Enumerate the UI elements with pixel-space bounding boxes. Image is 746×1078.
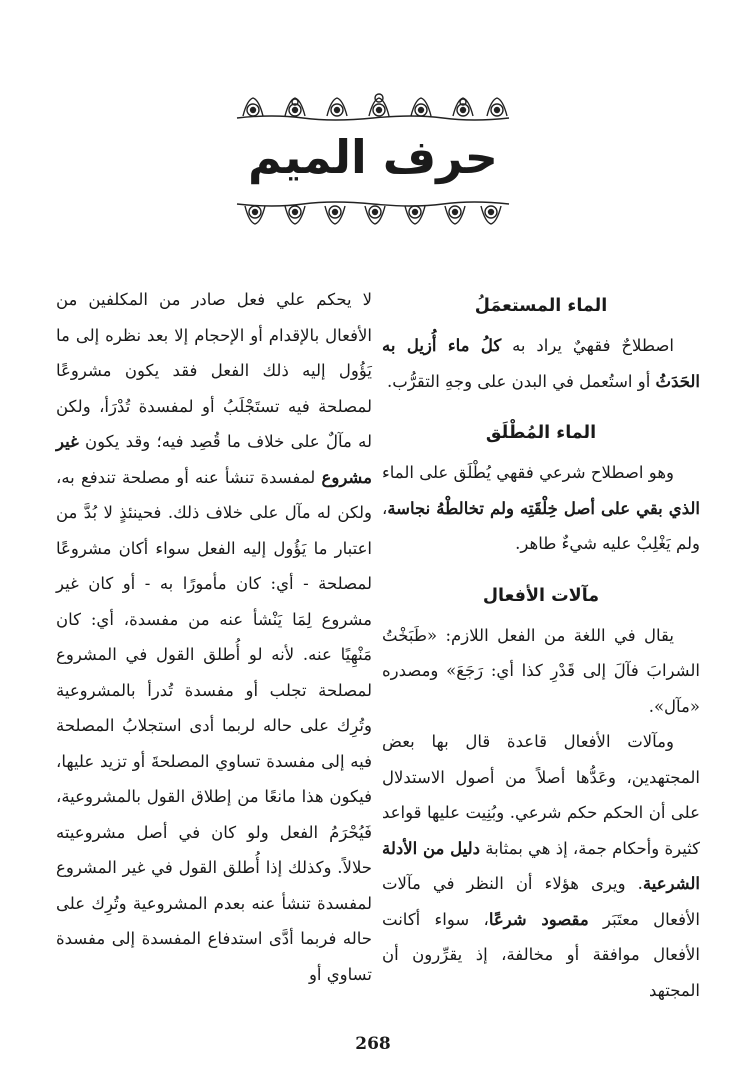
chapter-title: حرف الميم [248,130,498,184]
bold-text: غير مشروع [56,432,372,487]
bold-text: كلُ ماء أُزيل به الحَدَثُ [382,336,700,391]
paragraph-consequences-rule [382,724,700,1008]
section-heading-used-water: الماء المستعمَلُ [474,296,608,316]
text-span: لمفسدة تنشأ عنه أو مصلحة تندفع به، ولكن له مآل على خلاف ذلك. فحينئذٍ لا بُدَّ من اعتبار ما يَؤُول إليه الفعل سواء أكان مشروعًا لمصلحة - أي: كان مأمورًا به - أو كان غير مشروع لِمَا يَنْشأ عنه من مفسدة، أي: كان مَنْهِيًا عنه. لأنه لو أُطلق القول في المشروع لمصلحة تجلب أو مفسدة تُدرأ بالمشروعية وتُرِك على حاله لربما أدى استجلابُ المصلحة فيه إلى مفسدة تساوي المصلحةَ أو تزيد عليها، فيكون هذا مانعًا من إطلاق القول بالمشروعية، فَيُحْرَمُ الفعل ولو كان في أصل مشروعيته حلالاً. وكذلك إذا أُطلق القول في غير المشروع لمفسدة تنشأ عنه بعدم المشروعية وتُرِك على حاله فربما أدَّى استدفاع المفسدة إلى مفسدة تساوي أو [56,467,372,984]
text-span: لا يحكم علي فعل صادر من المكلفين من الأفعال بالإقدام أو الإحجام إلا بعد نظره إلى ما يَؤُول إليه ذلك الفعل فقد يكون مشروعًا لمصلحة فيه تستَجْلَبُ أو لمفسدة تُدْرَأ، ولكن له مآلٌ على خلاف ما قُصِد فيه؛ وقد يكون [56,290,372,451]
text-span: . ويرى هؤلاء أن النظر في مآلات الأفعال معتَبَر [382,874,700,929]
bottom-floral-ornament [0,196,746,230]
left-text-column [56,282,372,992]
text-span: ، ولم يَغْلِبْ عليه شيءٌ طاهر. [382,498,700,553]
section-heading-pure-water: الماء المُطْلَق [485,423,597,443]
paragraph-consequences-language: يقال في اللغة من الفعل اللازم: «طَبَخْتُ الشرابَ فآلَ إلى قَدْرِ كذا أي: رَجَعَ» ومصدره «مآل». [382,625,700,716]
text-span: اصطلاحٌ فقهيٌ يراد به [501,336,675,355]
bold-text: دليل من الأدلة الشرعية [382,838,700,893]
paragraph-pure-water [382,455,700,562]
top-floral-ornament [0,88,746,128]
text-span: وهو اصطلاح شرعي فقهي يُطْلَق على الماء [382,463,674,482]
bold-text: الذي بقي على أصل خِلْقَتِه ولم تخالطْهُ نجاسة [387,498,700,518]
right-text-column [382,282,700,1008]
text-span: ، سواء أكانت الأفعال موافقة أو مخالفة، إذ يقرِّرون أن المجتهد [382,909,700,1000]
text-span: أو استُعمل في البدن على وجهِ التقرُّب. [386,371,656,391]
bold-text: مقصود شرعًا [488,909,589,929]
paragraph-continued [56,282,372,992]
section-heading-consequences: مآلات الأفعال [482,585,600,606]
text-span: ومآلات الأفعال قاعدة قال بها بعض المجتهدين، وعَدُّها أصلاً من أصول الاستدلال على أن الحكم حكم شرعي. وبُنِيت عليها قواعد كثيرة وأحكام جمة، إذ هي بمثابة [382,732,701,858]
paragraph-used-water [382,328,700,399]
page-number: 268 [355,1034,391,1054]
